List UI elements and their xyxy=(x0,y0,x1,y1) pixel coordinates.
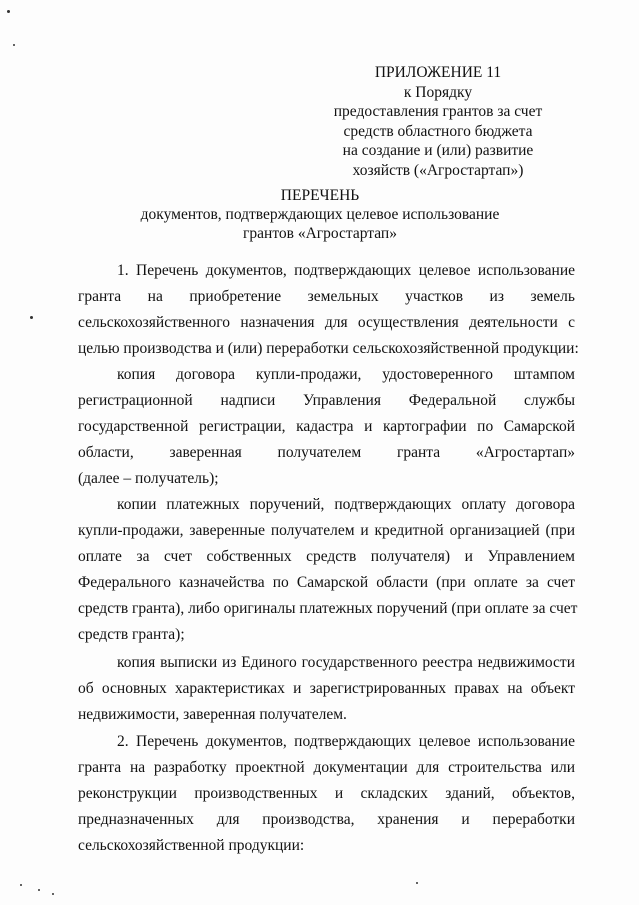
text-line: копии платежных поручений, подтверждающих оплату договора xyxy=(117,496,575,513)
text-line: копия договора купли-продажи, удостоверенного штампом xyxy=(117,366,575,383)
scan-speck xyxy=(52,893,54,895)
appendix-ref: к Порядку xyxy=(403,83,473,101)
text-line: гранта на разработку проектной документации для строительства или xyxy=(78,759,575,777)
text-line: сельскохозяйственной продукции: xyxy=(78,837,305,855)
text-line: реконструкции производственных и складских зданий, объектов, xyxy=(78,785,575,803)
scan-speck xyxy=(30,316,33,319)
paragraph-payment-orders xyxy=(78,492,578,649)
text-line: целью производства и (или) переработки сельскохозяйственной продукции: xyxy=(78,340,579,358)
scan-speck xyxy=(416,882,418,884)
text-line: копия выписки из Единого государственного реестра недвижимости xyxy=(117,654,575,671)
text-line: об основных характеристиках и зарегистрированных правах на объект xyxy=(78,680,575,698)
text-line: сельскохозяйственного назначения для осуществления деятельности с xyxy=(78,314,575,332)
text-line: средств гранта); xyxy=(78,626,185,644)
appendix-header xyxy=(300,63,576,180)
scan-speck xyxy=(20,884,22,886)
title-heading: ПЕРЕЧЕНЬ xyxy=(280,187,360,204)
text-line: гранта на приобретение земельных участков из земель xyxy=(78,288,575,306)
text-line: 2. Перечень документов, подтверждающих целевое использование xyxy=(117,733,575,750)
text-line: купли-продажи, заверенные получателем и кредитной организацией (при xyxy=(78,522,575,540)
text-line: Федерального казначейства по Самарской области (при оплате за счет xyxy=(78,574,575,592)
appendix-ref: хозяйств («Агростартап») xyxy=(352,161,524,179)
scan-speck xyxy=(7,10,10,13)
document-title xyxy=(60,186,580,243)
text-line: государственной регистрации, кадастра и картографии по Самарской xyxy=(78,418,575,436)
text-line: недвижимости, заверенная получателем. xyxy=(78,706,347,724)
appendix-ref: на создание и (или) развитие xyxy=(342,142,534,159)
text-line: 1. Перечень документов, подтверждающих целевое использование xyxy=(117,262,575,279)
title-subtitle: документов, подтверждающих целевое использование xyxy=(140,206,500,223)
text-line: регистрационной надписи Управления Федеральной службы xyxy=(78,392,575,410)
text-line: оплате за счет собственных средств получателя) и Управлением xyxy=(78,548,575,566)
scan-speck xyxy=(13,44,15,46)
title-subtitle: грантов «Агростартап» xyxy=(243,225,397,242)
paragraph-2 xyxy=(78,729,575,859)
text-line: (далее – получатель); xyxy=(78,470,219,488)
text-line: предназначенных для производства, хранения и переработки xyxy=(78,811,575,829)
appendix-ref: предоставления грантов за счет xyxy=(333,103,543,120)
paragraph-registry-extract xyxy=(78,650,575,728)
paragraph-contract-copy xyxy=(78,362,575,492)
appendix-ref: средств областного бюджета xyxy=(343,122,533,140)
paragraph-1 xyxy=(78,258,579,362)
text-line: области, заверенная получателем гранта «Агростартап» xyxy=(78,444,575,462)
appendix-number: ПРИЛОЖЕНИЕ 11 xyxy=(374,64,502,81)
scan-speck xyxy=(38,889,40,891)
text-line: средств гранта), либо оригиналы платежных поручений (при оплате за счет xyxy=(78,600,578,618)
